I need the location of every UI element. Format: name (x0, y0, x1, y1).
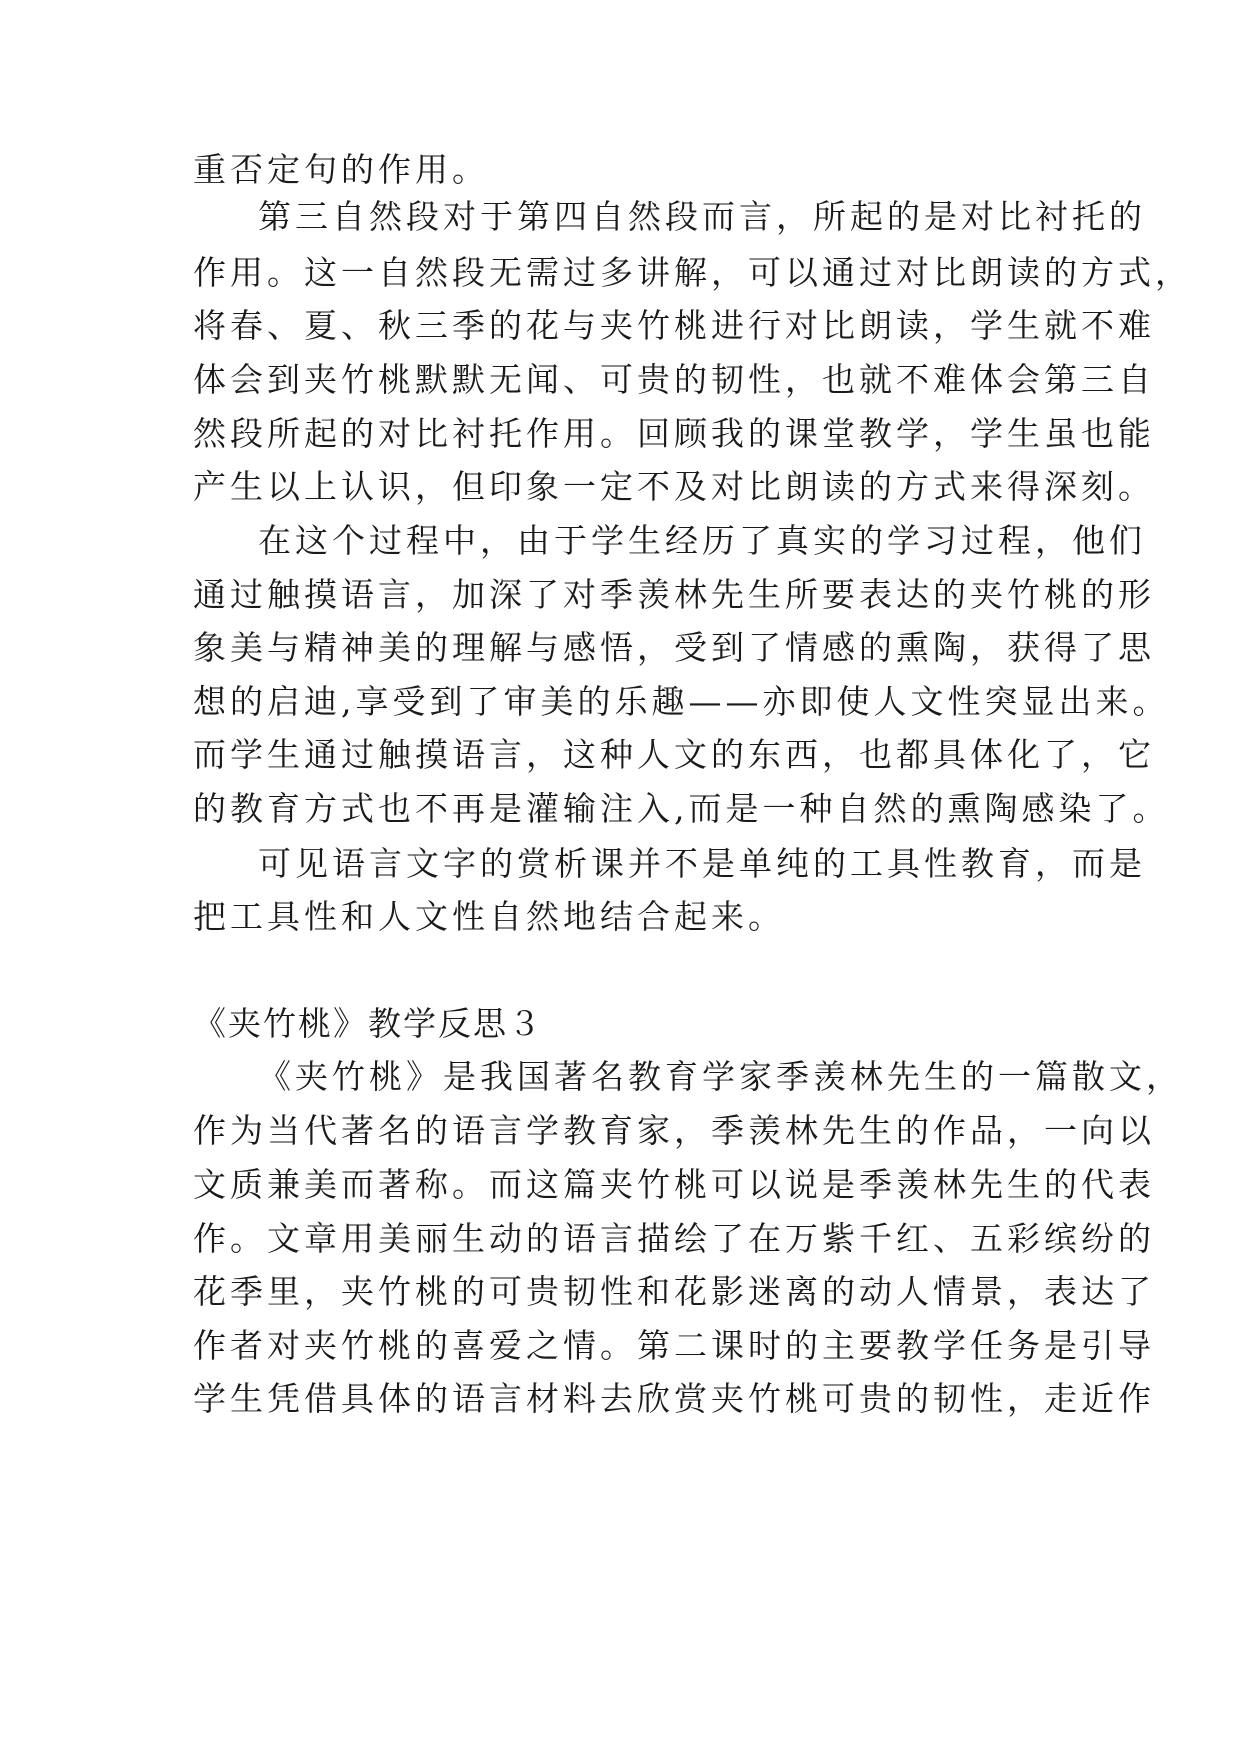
paragraph-line: 体会到夹竹桃默默无闻、可贵的韧性，也就不难体会第三自 (193, 360, 1155, 399)
paragraph-line: 作。文章用美丽生动的语言描绘了在万紫千红、五彩缤纷的 (193, 1219, 1155, 1258)
paragraph-line: 在这个过程中，由于学生经历了真实的学习过程，他们 (258, 521, 1146, 560)
paragraph-line: 花季里，夹竹桃的可贵韧性和花影迷离的动人情景，表达了 (193, 1272, 1155, 1311)
paragraph-line: 把工具性和人文性自然地结合起来。 (193, 897, 785, 936)
paragraph-line: 作者对夹竹桃的喜爱之情。第二课时的主要教学任务是引导 (193, 1326, 1155, 1365)
paragraph-line: 《夹竹桃》是我国著名教育学家季羡林先生的一篇散文， (258, 1057, 1183, 1096)
paragraph-line: 重否定句的作用。 (193, 150, 489, 189)
paragraph-line: 然段所起的对比衬托作用。回顾我的课堂教学，学生虽也能 (193, 414, 1155, 453)
paragraph-line: 第三自然段对于第四自然段而言，所起的是对比衬托的 (258, 197, 1146, 236)
paragraph-line: 学生凭借具体的语言材料去欣赏夹竹桃可贵的韧性，走近作 (193, 1379, 1155, 1418)
paragraph-line: 的教育方式也不再是灌输注入,而是一种自然的熏陶感染了。 (193, 789, 1170, 828)
section-title: 《夹竹桃》教学反思３ (193, 1004, 543, 1043)
paragraph-line: 想的启迪,享受到了审美的乐趣——亦即使人文性突显出来。 (193, 682, 1170, 721)
paragraph-line: 作为当代著名的语言学教育家，季羡林先生的作品，一向以 (193, 1111, 1155, 1150)
paragraph-line: 作用。这一自然段无需过多讲解，可以通过对比朗读的方式， (193, 253, 1192, 292)
paragraph-line: 可见语言文字的赏析课并不是单纯的工具性教育，而是 (258, 844, 1146, 883)
paragraph-line: 象美与精神美的理解与感悟，受到了情感的熏陶，获得了思 (193, 628, 1155, 667)
paragraph-line: 而学生通过触摸语言，这种人文的东西，也都具体化了，它 (193, 735, 1155, 774)
paragraph-line: 文质兼美而著称。而这篇夹竹桃可以说是季羡林先生的代表 (193, 1165, 1155, 1204)
paragraph-line: 产生以上认识，但印象一定不及对比朗读的方式来得深刻。 (193, 467, 1155, 506)
paragraph-line: 通过触摸语言，加深了对季羡林先生所要表达的夹竹桃的形 (193, 575, 1155, 614)
paragraph-line: 将春、夏、秋三季的花与夹竹桃进行对比朗读，学生就不难 (193, 306, 1155, 345)
